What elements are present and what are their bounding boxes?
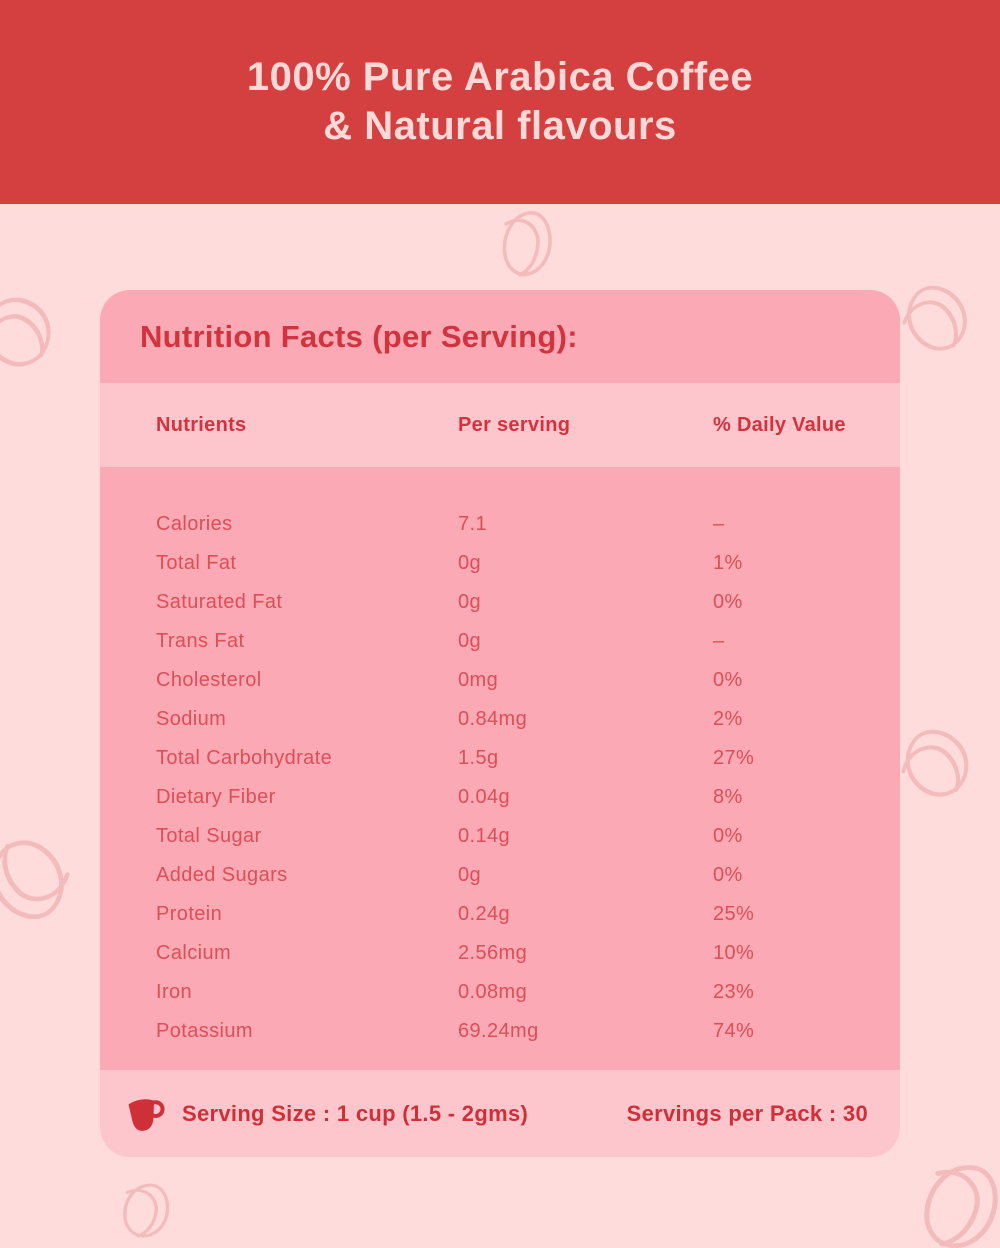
nutrient-daily-value: 74% xyxy=(713,1020,755,1042)
coffee-bean-icon xyxy=(0,277,71,387)
coffee-cup-icon xyxy=(124,1092,171,1135)
table-row xyxy=(100,817,900,856)
serving-size-label: Serving Size : 1 cup (1.5 - 2gms) xyxy=(182,1100,529,1126)
table-row xyxy=(100,739,900,778)
nutrient-name: Iron xyxy=(156,981,193,1003)
page-title-line2: & Natural flavours xyxy=(323,104,677,148)
nutrient-daily-value: 23% xyxy=(713,981,755,1003)
column-header-per-serving: Per serving xyxy=(458,413,571,436)
card-title: Nutrition Facts (per Serving): xyxy=(140,318,578,354)
nutrient-daily-value: 0% xyxy=(713,825,743,847)
nutrient-daily-value: 1% xyxy=(713,552,743,574)
nutrient-name: Dietary Fiber xyxy=(156,786,276,808)
column-header-nutrients: Nutrients xyxy=(156,413,247,436)
coffee-bean-icon xyxy=(885,267,986,368)
nutrient-name: Sodium xyxy=(156,708,227,730)
table-row xyxy=(100,700,900,739)
table-row xyxy=(100,856,900,895)
nutrient-daily-value: 0% xyxy=(713,591,743,613)
nutrient-amount: 0.08mg xyxy=(458,981,528,1003)
nutrient-daily-value: – xyxy=(713,513,725,535)
nutrient-amount: 2.56mg xyxy=(458,942,528,964)
nutrient-amount: 0g xyxy=(458,864,482,886)
nutrient-amount: 0g xyxy=(458,552,482,574)
table-body xyxy=(100,467,900,1070)
nutrient-daily-value: 25% xyxy=(713,903,755,925)
nutrient-name: Calcium xyxy=(156,942,232,964)
nutrient-name: Calories xyxy=(156,513,233,535)
nutrient-name: Added Sugars xyxy=(156,864,288,886)
card-title-band xyxy=(100,290,900,383)
coffee-bean-icon xyxy=(113,1176,179,1245)
nutrient-amount: 0.04g xyxy=(458,786,511,808)
nutrient-daily-value: 8% xyxy=(713,786,743,808)
table-row xyxy=(100,583,900,622)
coffee-bean-icon xyxy=(493,204,560,282)
nutrient-daily-value: 2% xyxy=(713,708,743,730)
nutrient-amount: 0.84mg xyxy=(458,708,528,730)
table-row xyxy=(100,778,900,817)
nutrient-daily-value: 10% xyxy=(713,942,755,964)
nutrient-amount: 0mg xyxy=(458,669,499,691)
coffee-bean-icon xyxy=(904,1146,1000,1248)
table-row xyxy=(100,1012,900,1051)
nutrient-name: Cholesterol xyxy=(156,669,262,691)
nutrient-amount: 0.24g xyxy=(458,903,511,925)
table-row xyxy=(100,973,900,1012)
table-row xyxy=(100,544,900,583)
coffee-bean-icon xyxy=(0,819,90,942)
nutrient-amount: 1.5g xyxy=(458,747,499,769)
table-row xyxy=(100,934,900,973)
header-banner xyxy=(0,0,1000,204)
nutrient-name: Total Sugar xyxy=(156,825,262,847)
nutrient-name: Total Carbohydrate xyxy=(156,747,333,769)
table-row xyxy=(100,505,900,544)
nutrient-amount: 7.1 xyxy=(458,513,488,535)
nutrient-daily-value: 0% xyxy=(713,864,743,886)
table-row xyxy=(100,661,900,700)
nutrient-amount: 69.24mg xyxy=(458,1020,539,1042)
nutrient-amount: 0g xyxy=(458,591,482,613)
nutrient-daily-value: 27% xyxy=(713,747,755,769)
servings-per-pack-label: Servings per Pack : 30 xyxy=(626,1100,868,1126)
nutrient-name: Protein xyxy=(156,903,223,925)
column-header-daily-value: % Daily Value xyxy=(713,413,846,436)
nutrient-name: Trans Fat xyxy=(156,630,245,652)
nutrient-amount: 0g xyxy=(458,630,482,652)
nutrient-daily-value: 0% xyxy=(713,669,743,691)
table-row xyxy=(100,895,900,934)
nutrient-amount: 0.14g xyxy=(458,825,511,847)
nutrition-facts-card xyxy=(100,290,900,1157)
table-header-row xyxy=(100,383,900,467)
nutrient-name: Saturated Fat xyxy=(156,591,283,613)
card-footer xyxy=(100,1070,900,1157)
serving-size-group xyxy=(126,1095,528,1133)
page-title-line1: 100% Pure Arabica Coffee xyxy=(246,55,754,99)
nutrient-name: Potassium xyxy=(156,1020,253,1042)
table-row xyxy=(100,622,900,661)
nutrient-name: Total Fat xyxy=(156,552,237,574)
nutrient-daily-value: – xyxy=(713,630,725,652)
